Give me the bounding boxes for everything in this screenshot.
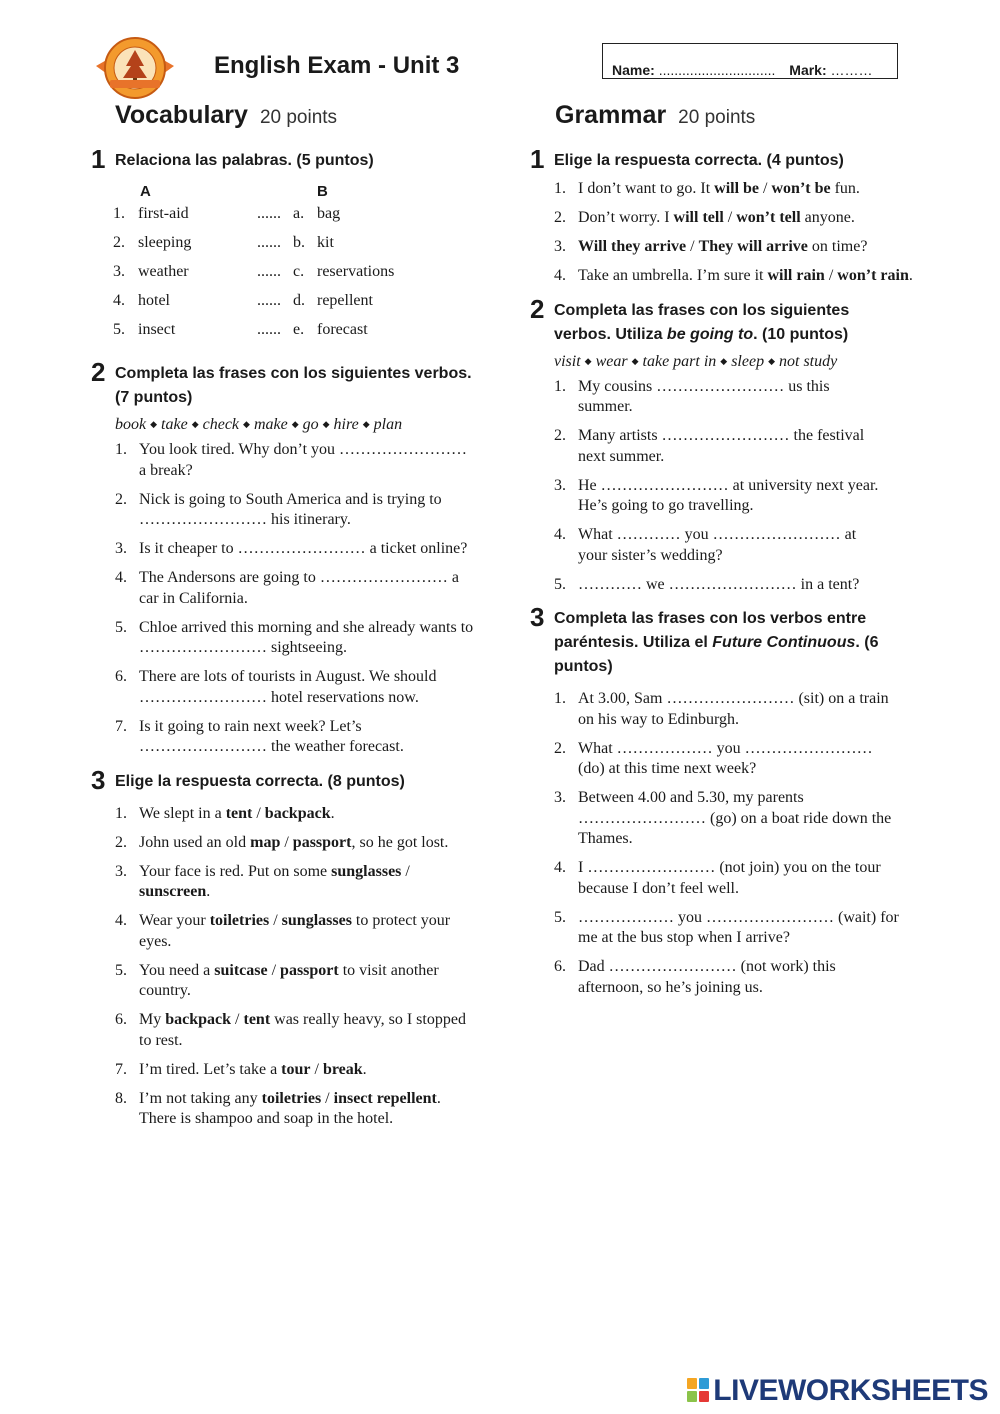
match-row — [115, 234, 475, 263]
match-letter: c. — [293, 263, 305, 280]
word-bank-item: not study — [779, 352, 838, 370]
question-suffix: . — [362, 1060, 367, 1078]
vocabulary-exercise-3 — [91, 764, 475, 1130]
question-item[interactable] — [554, 788, 899, 850]
question-number: 6. — [115, 1011, 127, 1028]
match-letter: b. — [293, 234, 305, 251]
word-bank-item: take — [161, 416, 188, 433]
question-item[interactable] — [115, 717, 475, 758]
question-text: Is it cheaper to …………………… a ticket online? — [139, 540, 468, 557]
question-item[interactable] — [554, 908, 899, 949]
exercise-number: 1 — [530, 144, 545, 174]
liveworksheets-icon — [687, 1378, 709, 1402]
match-number: 1. — [113, 205, 125, 222]
question-number: 3. — [115, 862, 127, 880]
question-text — [139, 1011, 466, 1049]
question-item[interactable] — [115, 618, 475, 659]
question-suffix: . There is shampoo and soap in the hotel. — [139, 1089, 441, 1127]
question-number: 1. — [115, 441, 127, 458]
question-item[interactable] — [554, 575, 884, 596]
question-text: Chloe arrived this morning and she already wants to …………………… sightseeing. — [139, 618, 474, 656]
school-logo — [96, 36, 174, 100]
match-row — [115, 292, 475, 321]
question-text: The Andersons are going to …………………… a car in California. — [139, 569, 459, 607]
match-row — [115, 205, 475, 234]
question-suffix: . — [330, 804, 335, 822]
grammar-column — [530, 144, 954, 1010]
match-word-a: weather — [138, 263, 189, 280]
answer-option[interactable]: toiletries — [209, 912, 270, 929]
option-separator: / — [401, 862, 410, 880]
question-number: 1. — [115, 804, 127, 822]
question-number: 6. — [115, 668, 127, 685]
question-text: Is it going to rain next week? Let’s …………………… the weather forecast. — [139, 717, 404, 755]
exercise-heading: Completa las frases con los verbos entre paréntesis. Utiliza el Future Continuous. (6 puntos) — [554, 610, 879, 675]
match-answer-blank[interactable]: ...... — [257, 234, 281, 251]
question-item — [115, 833, 475, 854]
question-item — [115, 1089, 475, 1130]
answer-option[interactable]: break — [322, 1060, 363, 1078]
question-number: 1. — [554, 690, 566, 707]
matching-table — [115, 177, 475, 350]
option-separator: / — [723, 209, 737, 226]
column-b-header: B — [317, 183, 328, 200]
match-letter: a. — [293, 205, 305, 222]
question-item — [115, 1060, 475, 1081]
match-answer-blank[interactable]: ...... — [257, 205, 281, 222]
grammar-exercise-1-items — [554, 179, 954, 287]
option-separator: / — [321, 1089, 334, 1107]
question-item[interactable] — [115, 490, 475, 531]
question-text — [139, 863, 410, 901]
question-item[interactable] — [554, 377, 884, 418]
question-number: 2. — [115, 490, 127, 508]
exercise-number: 2 — [91, 357, 106, 387]
answer-option[interactable]: tent — [225, 804, 253, 822]
match-answer-blank[interactable]: ...... — [257, 321, 281, 338]
grammar-exercise-2 — [530, 293, 884, 596]
question-prefix: Take an umbrella. I’m sure it — [578, 267, 768, 284]
question-number: 8. — [115, 1089, 127, 1107]
answer-option[interactable]: Will they arrive — [578, 238, 687, 255]
exercise-number: 1 — [91, 144, 106, 174]
answer-option[interactable]: won’t tell — [736, 209, 801, 226]
question-text — [578, 238, 867, 255]
question-text: Dad …………………… (not work) this afternoon, so he’s joining us. — [578, 958, 836, 996]
vocabulary-exercise-2 — [91, 357, 475, 758]
question-text — [139, 834, 448, 851]
question-text: ……………… you …………………… (wait) for me at the bus stop when I arrive? — [578, 908, 899, 946]
answer-option[interactable]: backpack — [264, 804, 331, 822]
exercise-heading: Elige la respuesta correcta. (8 puntos) — [115, 772, 405, 790]
liveworksheets-logo — [687, 1374, 988, 1407]
match-letter: e. — [293, 321, 305, 338]
question-number: 3. — [115, 540, 127, 557]
answer-option[interactable]: toiletries — [261, 1089, 322, 1107]
question-text: My cousins …………………… us this summer. — [578, 377, 830, 415]
question-item — [554, 179, 954, 200]
match-word-a: sleeping — [138, 234, 192, 251]
question-number: 1. — [554, 377, 566, 395]
diamond-separator-icon: ◆ — [584, 355, 592, 366]
question-number: 3. — [554, 789, 566, 806]
answer-option[interactable]: passport — [292, 833, 352, 851]
question-prefix: Your face is red. Put on some — [139, 862, 332, 880]
match-row — [115, 263, 475, 292]
question-item — [554, 266, 954, 287]
mark-field[interactable]: ……… — [830, 62, 873, 78]
question-item[interactable] — [554, 525, 884, 566]
option-separator: / — [231, 1011, 244, 1028]
question-item[interactable] — [554, 957, 899, 998]
question-item[interactable] — [115, 440, 475, 481]
question-item[interactable] — [554, 739, 899, 780]
diamond-separator-icon: ◆ — [362, 419, 370, 429]
question-item[interactable] — [554, 476, 884, 517]
grammar-section-title — [555, 101, 755, 130]
question-prefix: I’m not taking any — [139, 1089, 262, 1107]
question-number: 3. — [554, 238, 566, 255]
diamond-separator-icon: ◆ — [720, 355, 728, 366]
word-bank-item: visit — [554, 352, 581, 370]
answer-option[interactable]: will rain — [767, 267, 825, 284]
option-separator: / — [280, 833, 293, 851]
question-number: 4. — [554, 526, 566, 543]
question-text — [139, 962, 439, 1000]
vocabulary-exercise-3-items — [115, 804, 475, 1130]
name-mark-box — [602, 43, 898, 79]
question-suffix: . — [206, 883, 211, 900]
word-bank-item: check — [202, 416, 240, 433]
exam-title: English Exam - Unit 3 — [214, 52, 460, 79]
question-suffix: to protect your eyes. — [139, 912, 451, 950]
option-separator: / — [267, 961, 281, 979]
question-suffix: was really heavy, so I stopped to rest. — [139, 1011, 466, 1049]
vocabulary-section-title — [115, 101, 337, 130]
match-word-a: insect — [138, 321, 176, 338]
match-word-a: hotel — [138, 292, 170, 309]
word-bank-item: plan — [373, 416, 403, 433]
diamond-separator-icon: ◆ — [322, 419, 330, 429]
question-number: 6. — [554, 958, 566, 975]
answer-option[interactable]: will be — [714, 180, 760, 197]
question-text — [578, 267, 913, 284]
question-number: 2. — [554, 209, 566, 226]
answer-option[interactable]: suitcase — [214, 961, 268, 979]
answer-option[interactable]: They will arrive — [698, 238, 808, 255]
question-number: 2. — [115, 833, 127, 851]
question-text: ………… we …………………… in a tent? — [578, 575, 860, 593]
match-word-b: kit — [317, 234, 334, 251]
question-number: 7. — [115, 1060, 127, 1078]
question-suffix: . — [908, 267, 913, 284]
question-text — [139, 912, 450, 950]
question-text — [578, 209, 855, 226]
question-item — [554, 208, 954, 229]
answer-option[interactable]: sunglasses — [281, 912, 352, 929]
grammar-title: Grammar — [555, 101, 667, 129]
match-letter: d. — [293, 292, 305, 309]
exercise-heading: Relaciona las palabras. (5 puntos) — [115, 152, 374, 169]
question-item — [115, 862, 475, 903]
match-answer-blank[interactable]: ...... — [257, 292, 281, 309]
option-separator: / — [269, 912, 282, 929]
question-number: 4. — [115, 912, 127, 929]
match-number: 2. — [113, 234, 125, 251]
question-item — [115, 1010, 475, 1051]
question-text: What ………… you …………………… at your sister’s wedding? — [578, 526, 857, 564]
name-label: Name: — [612, 62, 655, 78]
question-text: What ……………… you …………………… (do) at this time next week? — [578, 739, 873, 777]
word-bank-item: go — [302, 416, 319, 433]
question-number: 5. — [554, 575, 566, 593]
match-number: 5. — [113, 321, 125, 338]
question-suffix: on time? — [807, 238, 868, 255]
match-answer-blank[interactable]: ...... — [257, 263, 281, 280]
exercise-number: 3 — [530, 602, 545, 632]
word-bank-item: take part in — [642, 352, 717, 370]
question-item — [554, 237, 954, 258]
word-bank-item: make — [253, 416, 288, 433]
word-bank — [115, 416, 475, 434]
question-item[interactable] — [554, 426, 884, 467]
question-suffix: anyone. — [800, 209, 855, 226]
question-text: You look tired. Why don’t you …………………… a break? — [139, 441, 468, 479]
question-item — [115, 804, 475, 825]
name-field[interactable]: .............................. — [658, 62, 776, 78]
grammar-exercise-3 — [530, 602, 899, 998]
answer-option[interactable]: will tell — [673, 209, 724, 226]
answer-option[interactable]: passport — [280, 961, 339, 979]
option-separator: / — [252, 804, 265, 822]
question-number: 2. — [554, 739, 566, 757]
question-prefix: My — [139, 1011, 166, 1028]
question-prefix: John used an old — [139, 833, 251, 851]
question-number: 5. — [554, 908, 566, 926]
question-suffix: fun. — [830, 180, 860, 197]
diamond-separator-icon: ◆ — [768, 355, 775, 366]
vocabulary-title: Vocabulary — [115, 101, 248, 129]
exercise-number: 2 — [530, 293, 545, 324]
question-text — [139, 805, 335, 822]
vocabulary-column — [91, 144, 475, 1142]
question-item — [115, 911, 475, 952]
question-suffix: , so he got lost. — [351, 833, 449, 851]
question-number: 5. — [115, 961, 127, 979]
question-item[interactable] — [115, 667, 475, 708]
word-bank-item: book — [115, 416, 147, 433]
question-text: At 3.00, Sam …………………… (sit) on a train on his way to Edinburgh. — [578, 690, 889, 728]
question-number: 7. — [115, 717, 127, 735]
diamond-separator-icon: ◆ — [191, 419, 199, 429]
question-number: 4. — [554, 267, 566, 284]
word-bank — [554, 353, 884, 371]
question-prefix: Don’t worry. I — [578, 209, 674, 226]
match-word-b: bag — [317, 205, 341, 222]
question-number: 4. — [554, 859, 566, 876]
match-word-b: repellent — [317, 292, 373, 309]
exercise-heading: Elige la respuesta correcta. (4 puntos) — [554, 152, 844, 169]
grammar-points: 20 points — [678, 107, 756, 128]
question-number: 4. — [115, 569, 127, 586]
word-bank-item: wear — [595, 352, 628, 370]
question-number: 3. — [554, 476, 566, 494]
column-a-header: A — [140, 183, 151, 200]
option-separator: / — [686, 238, 699, 255]
word-bank-item: hire — [333, 416, 359, 433]
vocabulary-points: 20 points — [259, 107, 338, 128]
answer-option[interactable]: map — [250, 833, 281, 851]
word-bank-item: sleep — [731, 352, 765, 370]
answer-option[interactable]: insect repellent — [333, 1089, 437, 1107]
question-text: Many artists …………………… the festival next summer. — [578, 427, 865, 465]
question-item[interactable] — [115, 539, 475, 560]
question-text — [139, 1061, 367, 1078]
question-prefix: Wear your — [139, 912, 210, 929]
question-number: 2. — [554, 427, 566, 444]
match-word-b: forecast — [317, 321, 368, 338]
diamond-separator-icon: ◆ — [291, 419, 299, 429]
answer-option[interactable]: sunscreen — [139, 883, 207, 900]
answer-option[interactable]: won’t rain — [837, 267, 909, 284]
diamond-separator-icon: ◆ — [243, 419, 250, 429]
question-text: I …………………… (not join) you on the tour because I don’t feel well. — [578, 859, 881, 897]
question-item[interactable] — [554, 858, 899, 899]
grammar-exercise-3-items — [554, 689, 899, 998]
diamond-separator-icon: ◆ — [150, 419, 158, 429]
question-text — [139, 1090, 441, 1128]
match-word-a: first-aid — [138, 205, 189, 222]
answer-option[interactable]: tour — [281, 1060, 311, 1078]
match-number: 3. — [113, 263, 125, 280]
option-separator: / — [824, 267, 838, 284]
exercise-heading: Completa las frases con los siguientes verbos. (7 puntos) — [115, 365, 472, 406]
match-word-b: reservations — [317, 263, 395, 280]
match-row — [115, 321, 475, 350]
vocabulary-exercise-2-items — [115, 440, 475, 758]
question-text: Nick is going to South America and is trying to …………………… his itinerary. — [139, 490, 442, 528]
question-prefix: You need a — [139, 961, 215, 979]
question-text: Between 4.00 and 5.30, my parents …………………… (go) on a boat ride down the Thames. — [578, 789, 892, 847]
vocabulary-exercise-1 — [91, 144, 475, 350]
question-prefix: We slept in a — [139, 804, 226, 822]
diamond-separator-icon: ◆ — [631, 355, 639, 366]
option-separator: / — [310, 1060, 323, 1078]
question-prefix: I’m tired. Let’s take a — [139, 1060, 282, 1078]
exercise-heading: Completa las frases con los siguientes verbos. Utiliza be going to. (10 puntos) — [554, 301, 850, 343]
option-separator: / — [759, 180, 772, 197]
liveworksheets-brand: LIVEWORKSHEETS — [713, 1374, 988, 1407]
question-text: There are lots of tourists in August. We should …………………… hotel reservations now. — [139, 668, 437, 706]
answer-option[interactable]: won’t be — [771, 180, 831, 197]
exercise-number: 3 — [91, 764, 106, 795]
question-number: 5. — [115, 618, 127, 636]
question-text: He …………………… at university next year. He’s going to go travelling. — [578, 476, 879, 514]
question-number: 1. — [554, 180, 566, 197]
question-item[interactable] — [554, 689, 899, 730]
question-item[interactable] — [115, 568, 475, 609]
question-item — [115, 961, 475, 1002]
match-number: 4. — [113, 292, 125, 309]
question-prefix: I don’t want to go. It — [578, 180, 715, 197]
question-text — [578, 180, 860, 197]
answer-option[interactable]: sunglasses — [331, 862, 402, 880]
mark-label: Mark: — [789, 62, 827, 78]
grammar-exercise-1 — [530, 144, 954, 287]
answer-option[interactable]: tent — [243, 1011, 271, 1028]
grammar-exercise-2-items — [554, 377, 884, 596]
question-suffix: to visit another country. — [139, 961, 439, 999]
answer-option[interactable]: backpack — [165, 1011, 232, 1028]
